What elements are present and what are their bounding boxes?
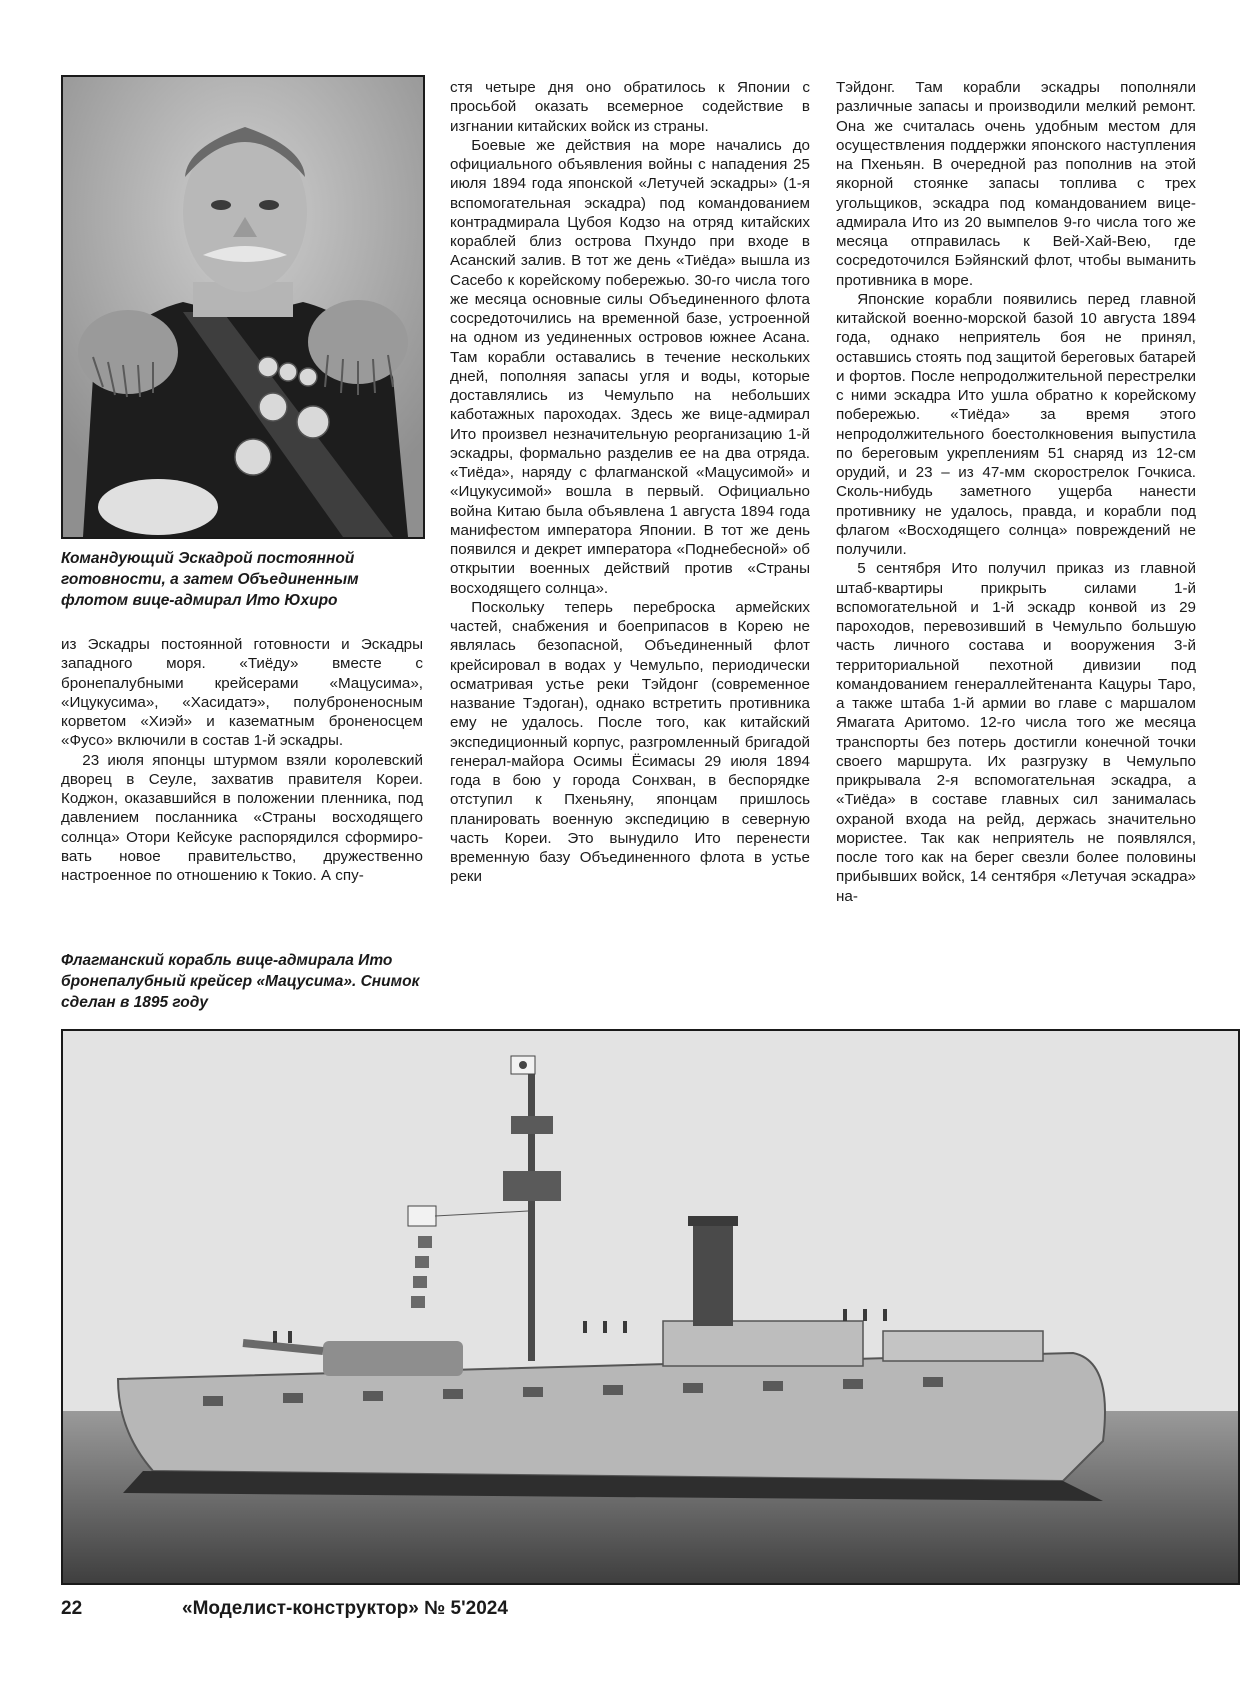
column-3-paragraph-2: Японские корабли появились перед главной китайской военно-морской базой 10 августа 1894 года, однако неприятель боя не принял, оставшись стоять под защитой береговых батарей и фортов. После непродолжительной перестрелки с ними эскадра Ито ушла обратно к корейскому побережью. «Тиёда» за время этого непродолжительного боестолкновения выпустила по береговым укреплениям 51 снаряд из 12-см орудий, и 23 – из 47-мм скорострелок Гочкиса. Сколь-нибудь заметного ущерба нанести противнику не удалось, правда, и корабли под флагом «Восходящего солнца» повреждений не получили.	[836, 290, 1196, 558]
admiral-portrait-photo	[61, 75, 425, 539]
column-1-paragraph-2: 23 июля японцы штурмом взяли королевский дворец в Сеуле, захватив правителя Кореи. Коджон, оказавшийся в положении пленника, под давлением посланника «Страны восходящего солнца» Отори Кейсуке распорядился сформировать новое правительство, дружественно настроенное по отношению к Токио. А спу-	[61, 751, 423, 884]
ship-caption: Флагманский корабль вице-адмирала Ито бронепалубный крейсер «Мацусима». Снимок сделан в 1895 году	[61, 952, 420, 1011]
portrait-caption: Командующий Эскадрой постоянной готовности, а затем Объединенным флотом вице-адмирал Ито Юхиро	[61, 550, 359, 609]
column-2-paragraph-1: стя четыре дня оно обратилось к Японии с просьбой оказать всемерное содействие в изгнании китайских войск из страны.	[450, 79, 810, 135]
text-column-2	[450, 78, 810, 887]
column-3-paragraph-1: Тэйдонг. Там корабли эскадры пополняли различные запасы и производили мелкий ремонт. Она же считалась очень удобным местом для осуществления поддержки японского наступления на Пхеньян. В очередной раз пополнив на этой якорной стоянке запасы топлива с трех угольщиков, эскадра под командованием вице-адмирала Ито из 20 вымпелов 9-го числа того же месяца отправилась к Вей-Хай-Вею, где сосредоточился Бэйянский флот, чтобы выманить противника в море.	[836, 79, 1196, 289]
text-column-1	[61, 635, 423, 885]
page-number: 22	[61, 1598, 83, 1619]
column-2-paragraph-3: Поскольку теперь переброска армейских частей, снабжения и боеприпасов в Корею не являлась безопасной, Объединенный флот крейсировал в водах у Чемульпо, периодически осматривая устье реки Тэйдонг (современное название Тэдоган), однако встретить противника ему не удалось. После того, как китайский экспедиционный корпус, разгромленный бригадой генерал-майора Осимы Ёсимасы 29 июля 1894 года в бою у города Сонхван, в беспорядке отступил к Пхеньяну, японцам пришлось планировать военную экспедицию в северную часть Кореи. Это вынудило Ито перенести временную базу Объединенного флота в устье реки	[450, 598, 810, 886]
ship-illustration	[63, 1031, 1238, 1583]
column-1-paragraph-1: из Эскадры постоянной готовности и Эскадры западного моря. «Тиёду» вместе с бронепалубными крейсерами «Мацусима», «Ицукусима», «Хасидатэ», полуброненосным корветом «Хиэй» и казематным броненосцем «Фусо» включили в состав 1-й эскадры.	[61, 636, 423, 750]
text-column-3	[836, 78, 1196, 906]
cruiser-matsushima-photo	[61, 1029, 1240, 1585]
column-3-paragraph-3: 5 сентября Ито получил приказ из главной штаб-квартиры прикрыть силами 1-й вспомогательной и 1-й эскадр конвой из 29 пароходов, перевозивший в Чемульпо большую часть личного состава и вооружения 3-й территориальной пехотной дивизии под командованием генераллейтенанта Кацуры Таро, а также штаба 1-й армии во главе с маршалом Ямагата Аритомо. 12-го числа того же месяца транспорты без потерь достигли конечной точки своего маршрута. Их разгрузку в Чемульпо прикрывала 2-я вспомогательная эскадра, а «Тиёда» в составе главных сил занималась охраной входа на рейд, держась значительно мористее. Так как неприятель не появлялся, после того как на берег свезли более половины прибывших войск, 14 сентября «Летучая эскадра» на-	[836, 560, 1196, 905]
magazine-title: «Моделист-конструктор» № 5'2024	[182, 1598, 508, 1619]
portrait-illustration	[63, 77, 423, 537]
column-2-paragraph-2: Боевые же действия на море начались до официального объявления войны с нападения 25 июля 1894 года японской «Летучей эскадры» (1-я вспомогательная эскадра) под командованием контрадмирала Цубоя Кодзо на отряд китайских кораблей близ острова Пхундо при входе в Асанский залив. В тот же день «Тиёда» вышла из Сасебо к корейскому побережью. 30-го числа того же месяца основные силы Объединенного флота сосредоточились на временной базе, устроенной на одном из уединенных островов южнее Асана. Там корабли оставались в течение нескольких дней, пополняя запасы угля и воды, которые доставлялись из Чемульпо на небольших каботажных пароходах. Здесь же вице-адмирал Ито произвел незначительную реорганизацию 1-й эскадры, формально разделив ее на два отряда. «Тиёда», наряду с флагманской «Мацусимой» и «Ицукусимой» вошла в первый. Официально война Китаю была объявлена 1 августа 1894 года манифестом императора Японии. В тот же день появился и декрет императора «Поднебесной» об открытии военных действий против «Страны восходящего солнца».	[450, 136, 810, 597]
